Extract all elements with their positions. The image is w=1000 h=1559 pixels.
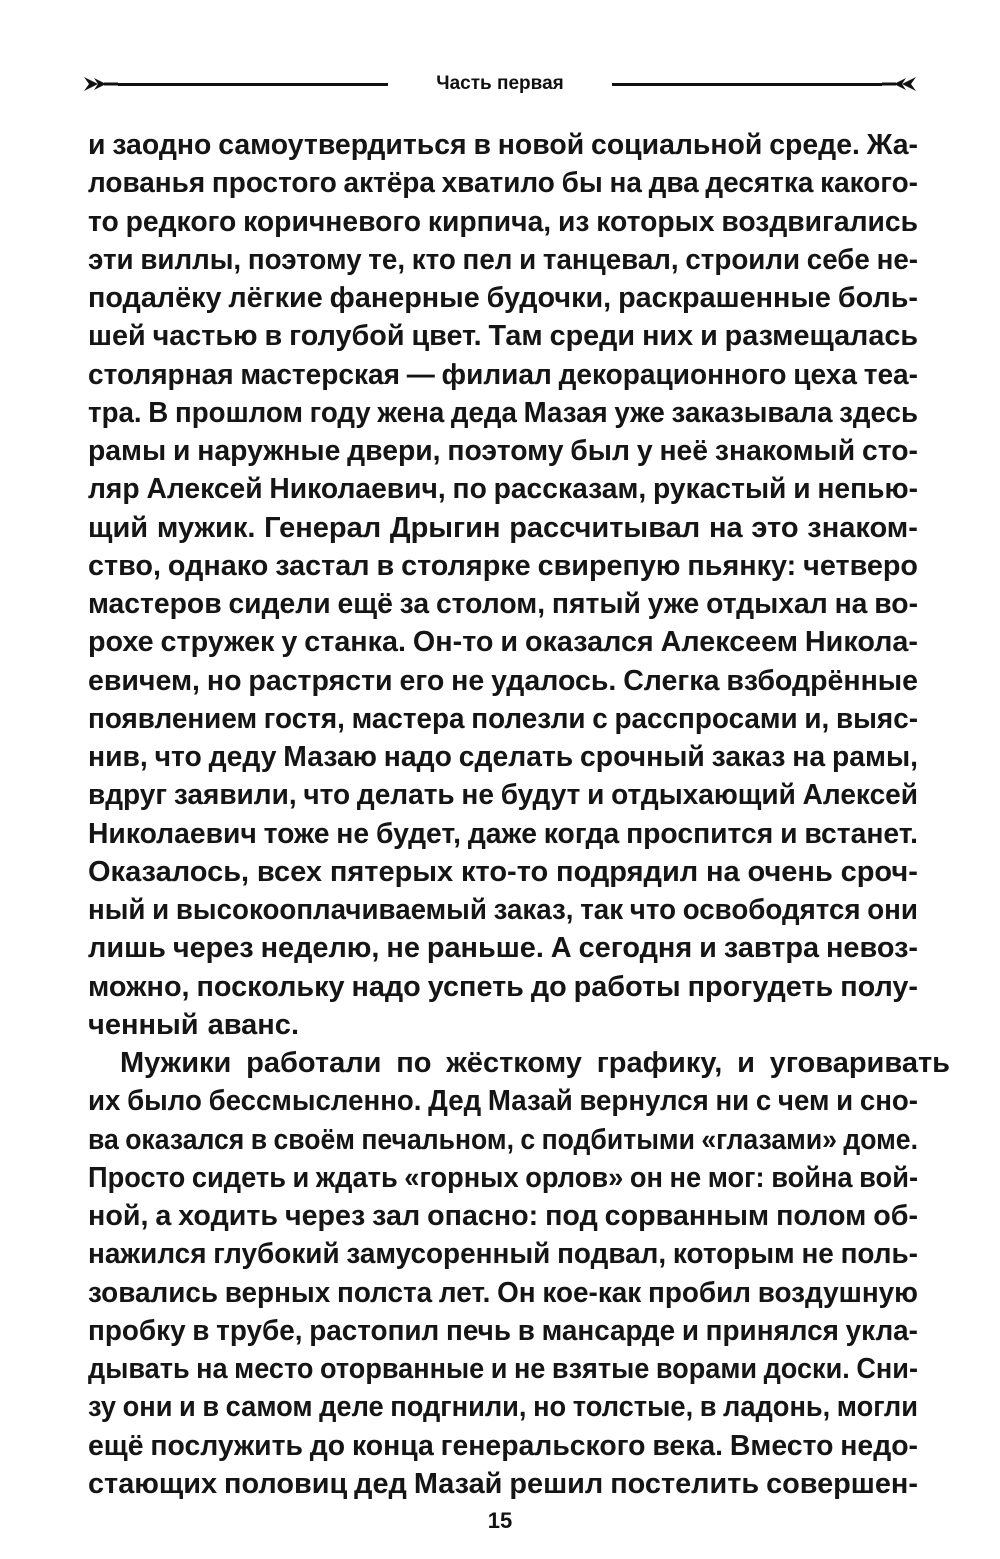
text-line: стающих половиц дед Мазай решил постелить совершен-	[88, 1467, 918, 1500]
text-line: щий мужик. Генерал Дрыгин рассчитывал на это знаком-	[88, 511, 918, 544]
text-line: можно, поскольку надо успеть до работы прогудеть полу-	[88, 970, 919, 1003]
text-line: лишь через неделю, не раньше. А сегодня и завтра невоз-	[88, 932, 919, 965]
text-line: ченный аванс.	[88, 1008, 299, 1041]
running-head-left-rule	[84, 70, 394, 98]
left-rule-line	[118, 83, 388, 86]
text-line: зу они и в самом деле подгнили, но толстые, в ладонь, могли	[88, 1391, 918, 1424]
text-line: ство, однако застал в столярке свирепую пьянку: четверо	[88, 549, 919, 582]
running-head-right-rule	[606, 70, 916, 98]
text-line: дывать на место оторванные и не взятые ворами доски. Сни-	[88, 1353, 918, 1385]
text-line: столярная мастерская — филиал декорационного цеха теа-	[88, 358, 918, 391]
text-line: то редкого коричневого кирпича, из которых воздвигались	[88, 205, 919, 238]
text-line: вдруг заявили, что делать не будут и отдыхающий Алексей	[88, 779, 918, 812]
text-line: рохе стружек у станка. Он-то и оказался Алексеем Никола-	[88, 626, 918, 659]
text-line: нажился глубокий замусоренный подвал, которым не поль-	[88, 1238, 918, 1271]
text-line: ляр Алексей Николаевич, по рассказам, рукастый и непью-	[88, 473, 919, 506]
text-line: мастеров сидели ещё за столом, пятый уже отдыхал на во-	[88, 588, 919, 620]
text-line: и заодно самоутвердиться в новой социальной среде. Жа-	[88, 129, 919, 161]
running-head-title: Часть первая	[436, 73, 564, 94]
text-line: тра. В прошлом году жена деда Мазая уже заказывала здесь	[88, 396, 919, 429]
left-ornament-icon	[84, 75, 118, 93]
text-line: Просто сидеть и ждать «горных орлов» он не мог: война вой-	[88, 1161, 919, 1194]
text-line: подалёку лёгкие фанерные будочки, раскрашенные боль-	[88, 282, 918, 314]
body-text	[88, 126, 950, 1503]
right-ornament-icon	[882, 75, 916, 93]
text-line: пробку в трубе, растопил печь в мансарде и принялся укла-	[88, 1314, 918, 1347]
text-line: ной, а ходить через зал опасно: под сорванным полом об-	[88, 1200, 919, 1232]
running-head	[84, 70, 916, 98]
text-line: их было бессмысленно. Дед Мазай вернулся ни с чем и сно-	[88, 1085, 919, 1118]
paragraph	[88, 1044, 950, 1503]
text-line: Мужики работали по жёсткому графику, и уговаривать	[120, 1047, 950, 1079]
text-line: эти виллы, поэтому те, кто пел и танцевал, строили себе не-	[88, 243, 919, 276]
text-line: рамы и наружные двери, поэтому был у неё знакомый сто-	[88, 435, 918, 467]
text-line: лованья простого актёра хватило бы на два десятка какого-	[88, 167, 918, 200]
text-line: зовались верных полста лет. Он кое-как пробил воздушную	[88, 1276, 919, 1309]
text-line: нив, что деду Мазаю надо сделать срочный заказ на рамы,	[88, 741, 918, 773]
right-rule-line	[612, 83, 882, 86]
page-number: 15	[487, 1508, 513, 1533]
text-line: евичем, но растрясти его не удалось. Слегка взбодрённые	[88, 664, 919, 697]
text-line: ва оказался в своём печальном, с подбитыми «глазами» доме.	[88, 1123, 918, 1156]
text-line: ещё послужить до конца генеральского века. Вместо недо-	[88, 1429, 919, 1462]
paragraph	[88, 126, 918, 1044]
text-line: появлением гостя, мастера полезли с расспросами и, выяс-	[88, 702, 918, 735]
text-line: ный и высокооплачиваемый заказ, так что освободятся они	[88, 894, 918, 926]
text-line: Николаевич тоже не будет, даже когда проспится и встанет.	[88, 817, 919, 850]
text-line: Оказалось, всех пятерых кто-то подрядил на очень сроч-	[88, 855, 918, 888]
text-line: шей частью в голубой цвет. Там среди них и размещалась	[88, 320, 919, 353]
